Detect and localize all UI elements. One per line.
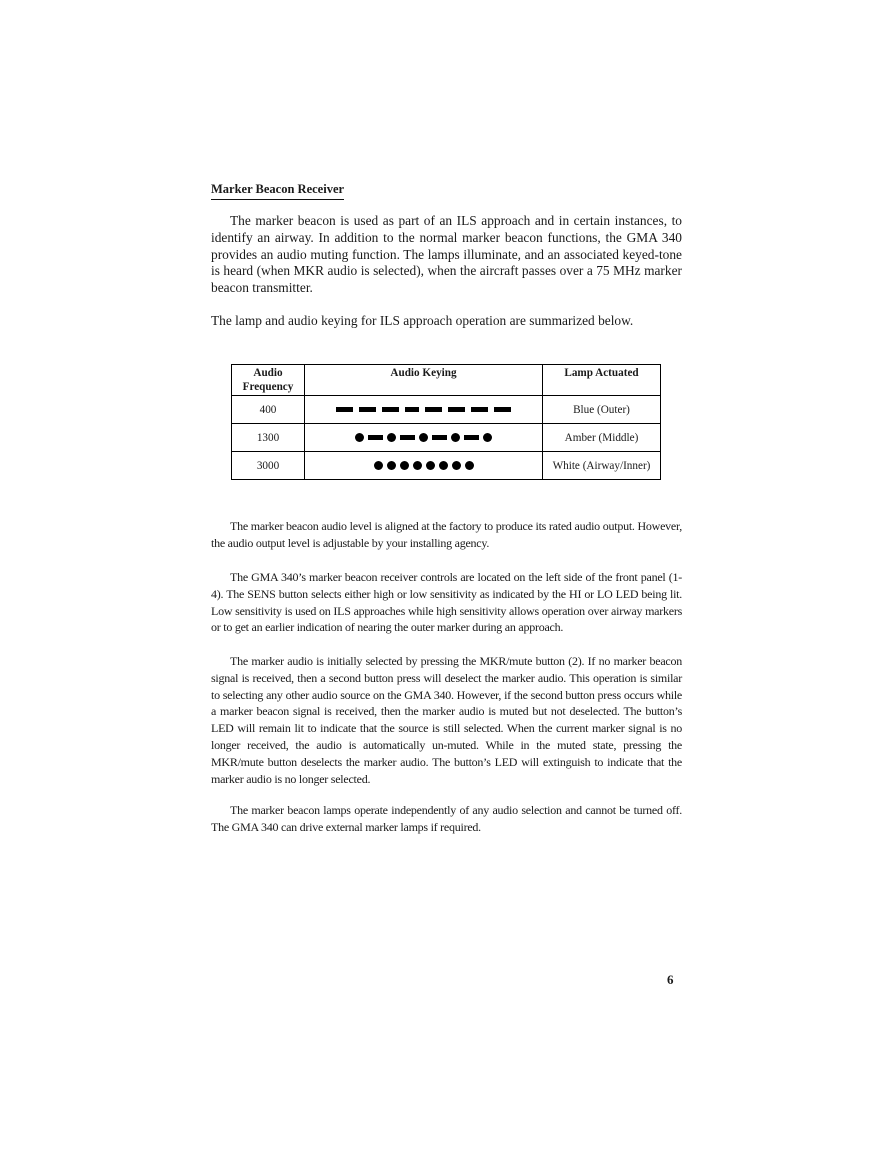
- table-header-row: [232, 365, 661, 396]
- paragraph-audio-level: The marker beacon audio level is aligned at the factory to produce its rated audio output. However, the audio output level is adjustable by your installing agency.: [211, 519, 682, 550]
- table-row: [232, 396, 661, 424]
- dots-pattern: [305, 461, 542, 470]
- dashes-pattern: [305, 407, 542, 412]
- lamp-cell: Amber (Middle): [543, 424, 661, 452]
- keying-cell-dot-dash: [305, 424, 543, 452]
- paragraph-marker-lamps: The marker beacon lamps operate independently of any audio selection and cannot be turned off. The GMA 340 can drive external marker lamps if required.: [211, 803, 682, 834]
- section-heading: Marker Beacon Receiver: [211, 182, 344, 200]
- lamp-cell: White (Airway/Inner): [543, 452, 661, 480]
- paragraph-receiver-controls: The GMA 340’s marker beacon receiver controls are located on the left side of the front panel (1-4). The SENS button selects either high or low sensitivity as indicated by the HI or LO LED being lit. Low sensitivity is used on ILS approaches while high sensitivity allows operation over airway markers or to get an earlier indication of nearing the outer marker during an approach.: [211, 570, 682, 635]
- header-audio-frequency: Audio Frequency: [232, 365, 305, 396]
- page-number: 6: [667, 972, 674, 987]
- header-lamp-actuated: Lamp Actuated: [543, 365, 661, 396]
- dot-dash-pattern: [305, 433, 542, 442]
- header-audio-keying: Audio Keying: [305, 365, 543, 396]
- keying-cell-dashes: [305, 396, 543, 424]
- keying-cell-dots: [305, 452, 543, 480]
- keying-table: [231, 364, 661, 480]
- lamp-cell: Blue (Outer): [543, 396, 661, 424]
- table-row: [232, 452, 661, 480]
- summary-line: The lamp and audio keying for ILS approach operation are summarized below.: [211, 313, 634, 328]
- frequency-cell: 400: [232, 396, 305, 424]
- paragraph-marker-audio: The marker audio is initially selected by pressing the MKR/mute button (2). If no marker beacon signal is received, then a second button press will deselect the marker audio. This operation is similar to selecting any other audio source on the GMA 340. However, if the second button press occurs while a marker beacon signal is received, then the marker audio is muted but not deselected. The button’s LED will remain lit to indicate that the source is still selected. When the current marker signal is no longer received, the audio is automatically un-muted. While in the muted state, pressing the MKR/mute button deselects the marker audio. The button’s LED will extinguish to indicate that the marker audio is no longer selected.: [211, 654, 682, 786]
- frequency-cell: 1300: [232, 424, 305, 452]
- frequency-cell: 3000: [232, 452, 305, 480]
- intro-paragraph: The marker beacon is used as part of an ILS approach and in certain instances, to identify an airway. In addition to the normal marker beacon functions, the GMA 340 provides an audio muting function. The lamps illuminate, and an associated keyed-tone is heard (when MKR audio is selected), when the aircraft passes over a 75 MHz marker beacon transmitter.: [211, 213, 682, 296]
- table-row: [232, 424, 661, 452]
